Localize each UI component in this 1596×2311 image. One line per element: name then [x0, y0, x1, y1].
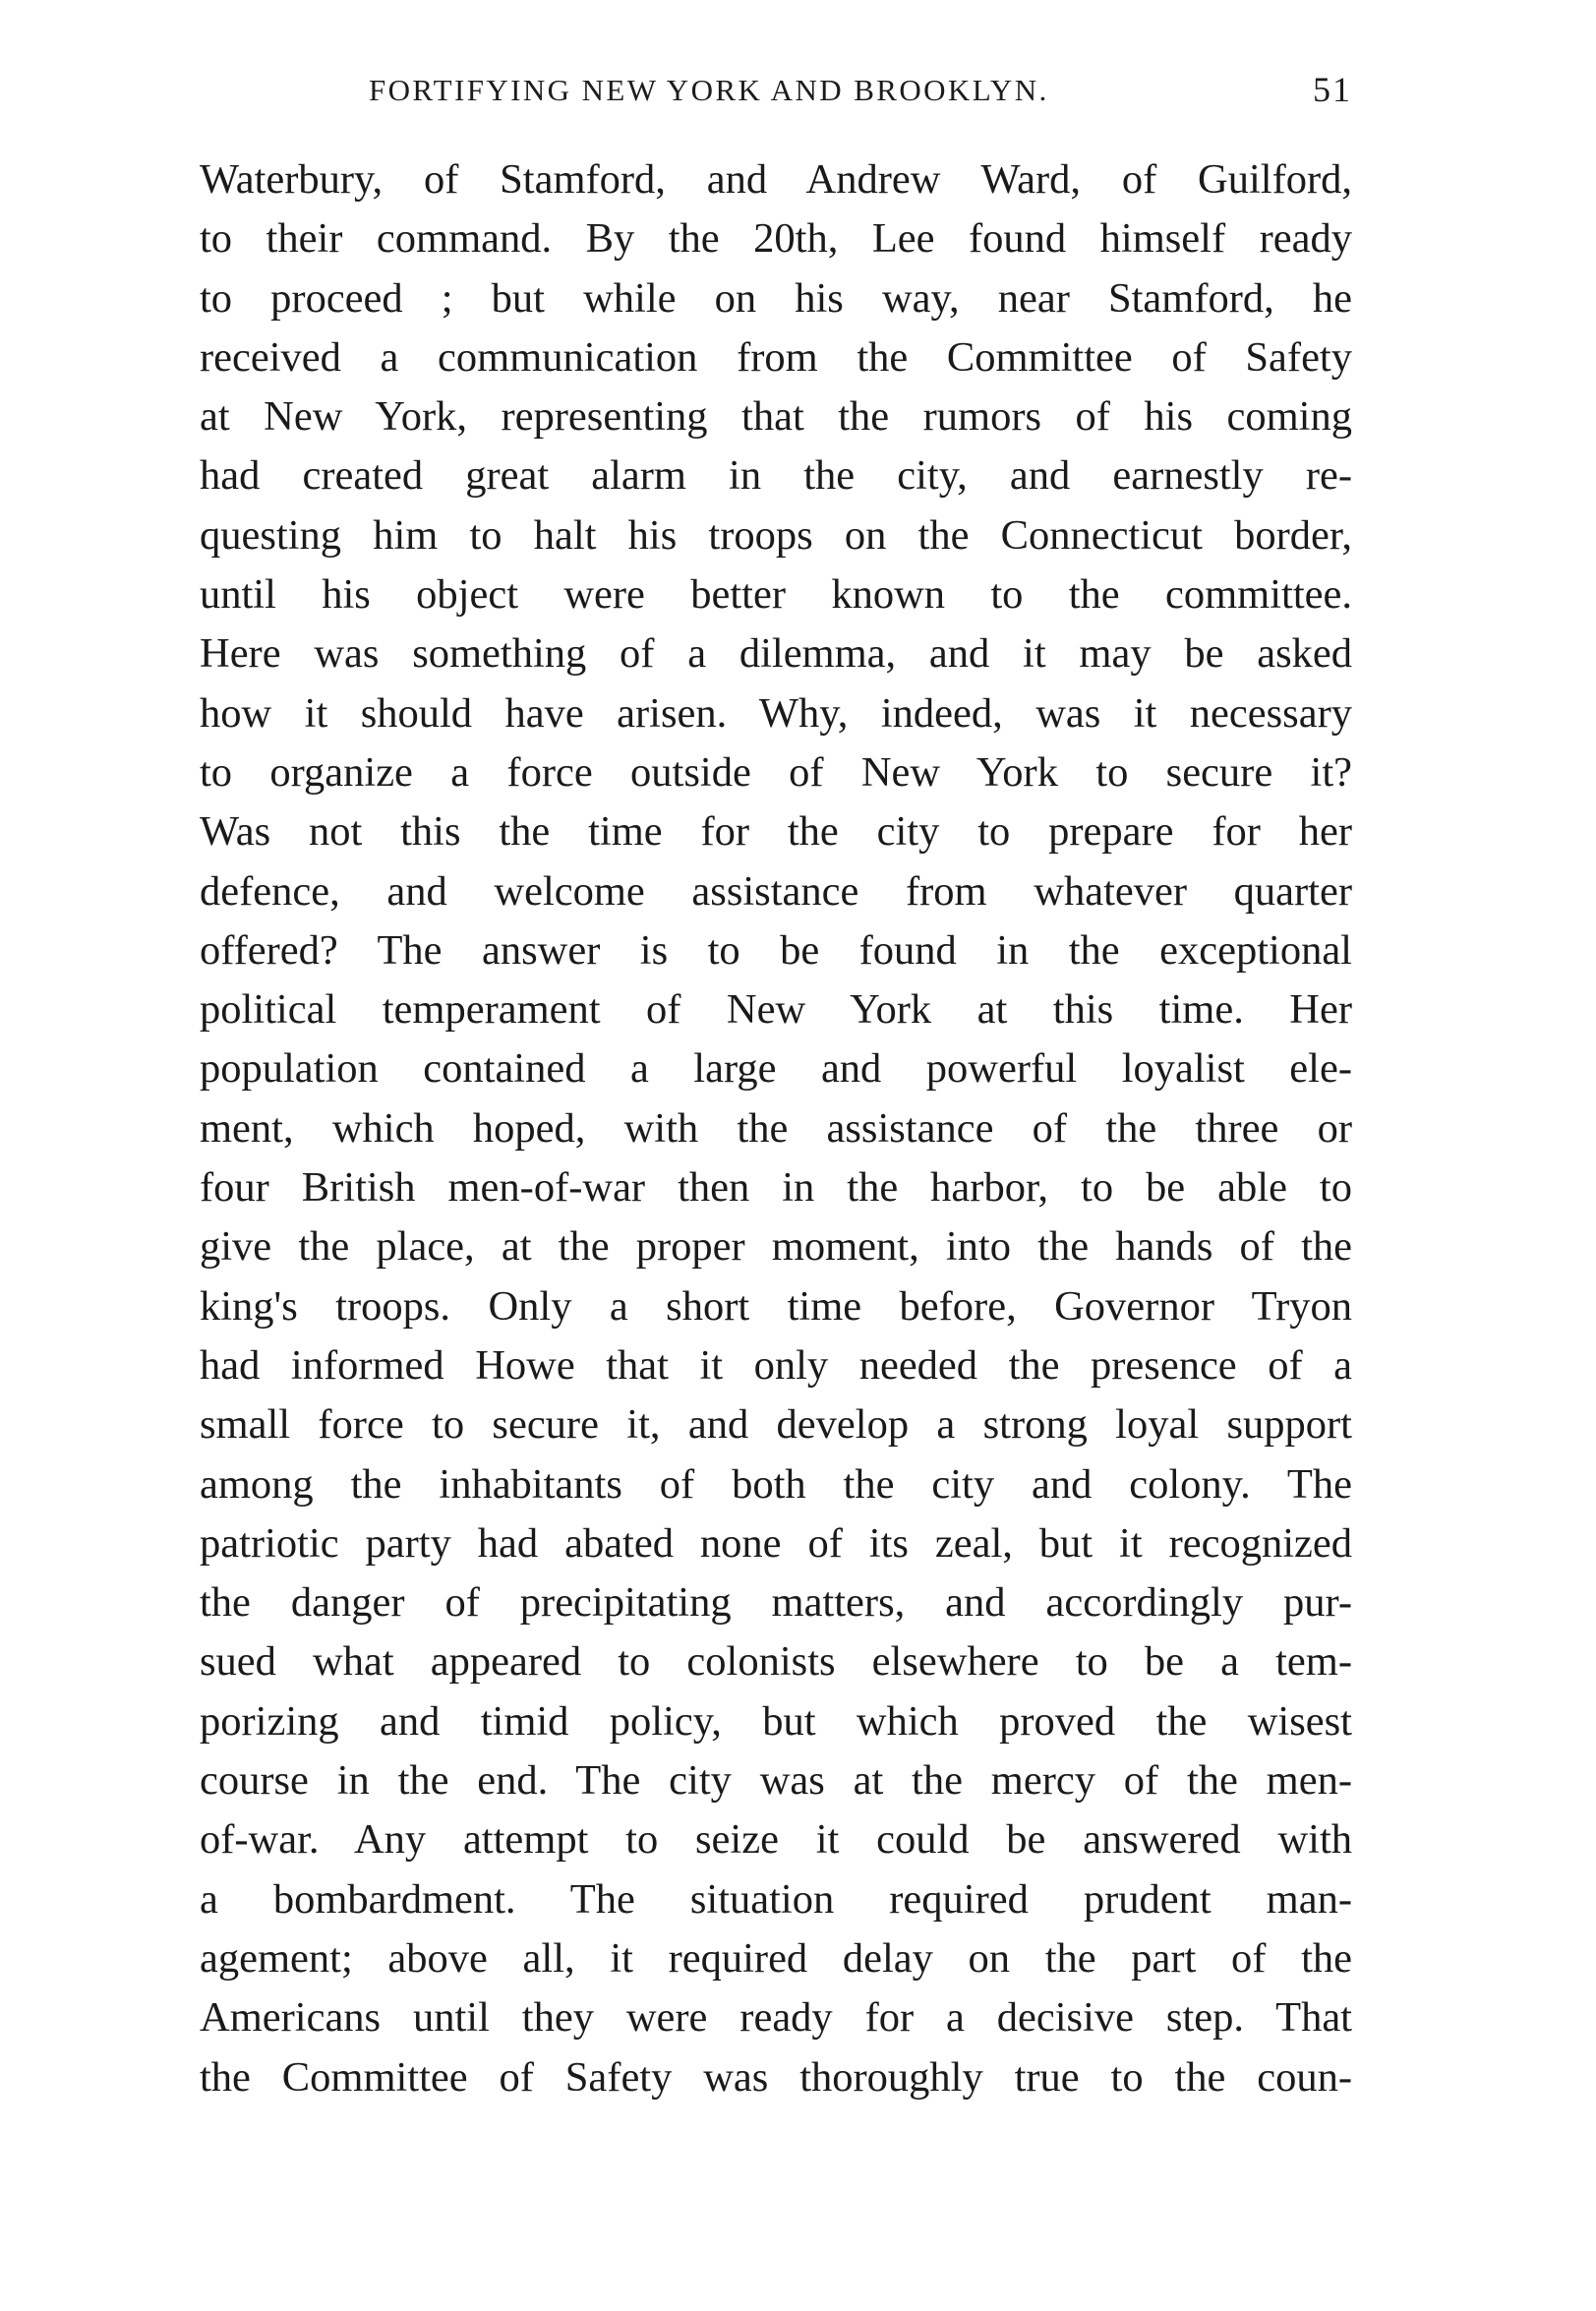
- text-line: patriotic party had abated none of its zeal, but it recognized: [200, 1519, 1352, 1567]
- text-line: agement; above all, it required delay on the part of the: [200, 1934, 1352, 1982]
- text-line: Here was something of a dilemma, and it may be asked: [200, 630, 1352, 678]
- text-line: to proceed ; but while on his way, near Stamford, he: [200, 274, 1352, 322]
- text-line: population contained a large and powerful loyalist ele-: [200, 1045, 1352, 1093]
- text-line: four British men-of-war then in the harbor, to be able to: [200, 1164, 1352, 1212]
- text-line: how it should have arisen. Why, indeed, was it necessary: [200, 689, 1352, 737]
- body-paragraph: [200, 150, 1352, 2107]
- text-line: give the place, at the proper moment, into the hands of the: [200, 1223, 1352, 1271]
- text-line: until his object were better known to the committee.: [200, 571, 1352, 619]
- text-line: the danger of precipitating matters, and accordingly pur-: [200, 1579, 1352, 1627]
- text-line: at New York, representing that the rumors of his coming: [200, 393, 1352, 441]
- text-line: Was not this the time for the city to prepare for her: [200, 808, 1352, 856]
- text-line: a bombardment. The situation required prudent man-: [200, 1875, 1352, 1923]
- text-line: of-war. Any attempt to seize it could be answered with: [200, 1816, 1352, 1864]
- text-line: Americans until they were ready for a decisive step. That: [200, 1994, 1352, 2042]
- text-line: defence, and welcome assistance from whatever quarter: [200, 867, 1352, 915]
- text-line: porizing and timid policy, but which proved the wisest: [200, 1697, 1352, 1745]
- text-line: course in the end. The city was at the mercy of the men-: [200, 1757, 1352, 1805]
- text-line: questing him to halt his troops on the Connecticut border,: [200, 511, 1352, 559]
- text-line: to their command. By the 20th, Lee found himself ready: [200, 215, 1352, 263]
- text-line: Waterbury, of Stamford, and Andrew Ward, of Guilford,: [200, 156, 1352, 203]
- page-number: 51: [1313, 70, 1352, 109]
- text-line: sued what appeared to colonists elsewhere to be a tem-: [200, 1638, 1352, 1686]
- text-line: offered? The answer is to be found in the exceptional: [200, 926, 1352, 974]
- text-line: political temperament of New York at this time. Her: [200, 986, 1352, 1034]
- text-line: ment, which hoped, with the assistance of the three or: [200, 1104, 1352, 1152]
- text-line: king's troops. Only a short time before, Governor Tryon: [200, 1282, 1352, 1330]
- text-line: had informed Howe that it only needed the presence of a: [200, 1341, 1352, 1389]
- text-line: the Committee of Safety was thoroughly true to the coun-: [200, 2053, 1352, 2101]
- text-line: had created great alarm in the city, and earnestly re-: [200, 452, 1352, 500]
- running-head: [344, 69, 1352, 118]
- text-line: received a communication from the Committee of Safety: [200, 333, 1352, 381]
- running-title: FORTIFYING NEW YORK AND BROOKLYN.: [369, 73, 1049, 107]
- text-line: small force to secure it, and develop a strong loyal support: [200, 1401, 1352, 1449]
- text-line: to organize a force outside of New York to secure it?: [200, 748, 1352, 796]
- text-line: among the inhabitants of both the city and colony. The: [200, 1460, 1352, 1508]
